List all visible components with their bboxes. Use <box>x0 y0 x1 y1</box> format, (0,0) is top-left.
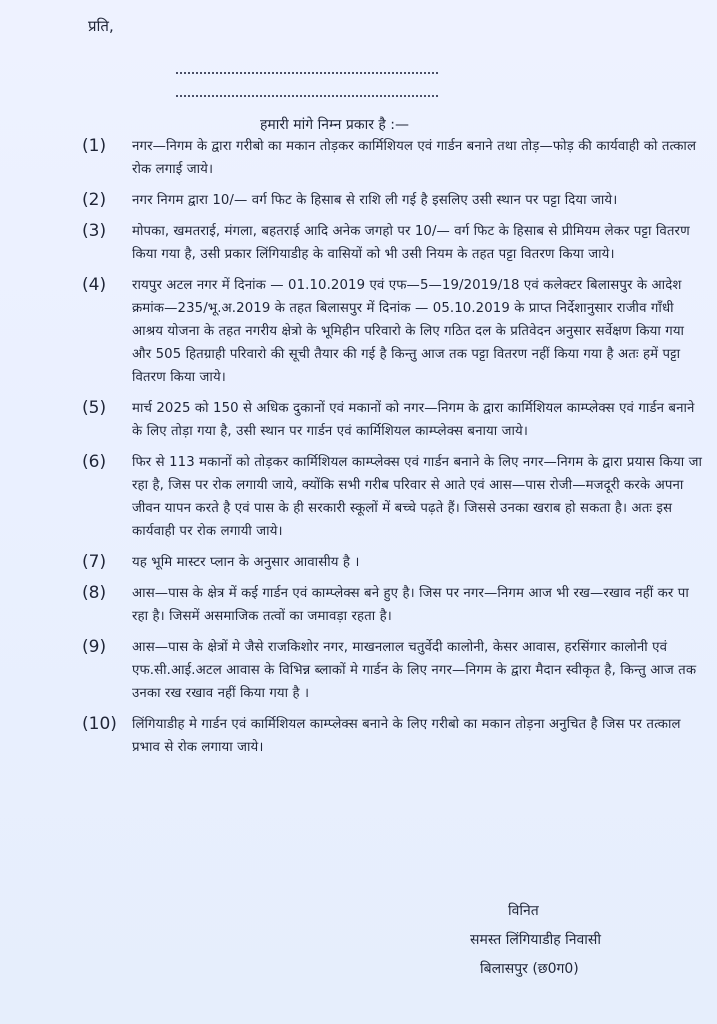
to-label: प्रति, <box>88 17 114 35</box>
demand-number: (6) <box>82 452 107 472</box>
demand-number: (5) <box>82 398 107 418</box>
demand-number: (7) <box>82 552 107 572</box>
demand-item-4 <box>82 274 702 389</box>
demand-text: यह भूमि मास्टर प्लान के अनुसार आवासीय है । <box>132 555 360 570</box>
demand-text: फिर से 113 मकानों को तोड़कर कार्मिशियल काम्प्लेक्स एवं गार्डन बनाने के लिए नगर—निगम के द्वारा प्रयास किया जा रहा है, जिस पर रोक लगायी जाये, क्योंकि सभी गरीब परिवार से आते एवं आस—पास रोजी—मजदूरी करके अपना जीवन यापन करते है एवं पास के ही सरकारी स्कूलों में बच्चे पढ़ते हैं। जिससे उनका खराब हो सकता है। अतः इस कार्यवाही पर रोक लगायी जाये। <box>132 455 702 539</box>
demand-text: आस—पास के क्षेत्रों मे जैसे राजकिशोर नगर, माखनलाल चतुर्वेदी कालोनी, केसर आवास, हरसिंगार कालोनी एवं एफ.सी.आई.अटल आवास के विभिन्न ब्लाकों मे गार्डन के लिए नगर—निगम के द्वारा मैदान स्वीकृत है, किन्तु आज तक उनका रख रखाव नहीं किया गया है । <box>132 640 697 701</box>
address-dotted-line-1 <box>176 72 438 74</box>
signature-closing: विनित <box>508 903 539 919</box>
signature-location: बिलासपुर (छ0ग0) <box>480 961 579 977</box>
demand-number: (10) <box>82 714 117 734</box>
signature-signatory: समस्त लिंगियाडीह निवासी <box>470 932 601 948</box>
demand-text: लिंगियाडीह मे गार्डन एवं कार्मिशियल काम्प्लेक्स बनाने के लिए गरीबो का मकान तोड़ना अनुचित है जिस पर तत्काल प्रभाव से रोक लगाया जाये। <box>132 717 681 755</box>
demand-text: नगर—निगम के द्वारा गरीबो का मकान तोड़कर कार्मिशियल एवं गार्डन बनाने तथा तोड़—फोड़ की कार्यवाही को तत्काल रोक लगाई जाये। <box>132 139 697 177</box>
demand-number: (1) <box>82 136 107 156</box>
demand-item-1 <box>82 135 702 181</box>
demand-number: (2) <box>82 190 107 210</box>
demand-text: मार्च 2025 को 150 से अधिक दुकानों एवं मकानों को नगर—निगम के द्वारा कार्मिशियल काम्प्लेक्स एवं गार्डन बनाने के लिए तोड़ा गया है, उसी स्थान पर गार्डन एवं कार्मिशियल काम्प्लेक्स बनाया जाये। <box>132 401 695 439</box>
demand-item-8 <box>82 582 702 628</box>
demand-item-5 <box>82 397 702 443</box>
signature-block <box>470 897 690 984</box>
demand-item-2 <box>82 189 702 212</box>
demands-list <box>82 135 702 767</box>
demands-heading: हमारी मांगे निम्न प्रकार है :— <box>260 117 410 133</box>
demand-number: (9) <box>82 637 107 657</box>
demand-number: (4) <box>82 275 107 295</box>
demand-item-3 <box>82 220 702 266</box>
demand-item-6 <box>82 451 702 543</box>
demand-number: (8) <box>82 583 107 603</box>
demand-item-10 <box>82 713 702 759</box>
demand-text: रायपुर अटल नगर में दिनांक — 01.10.2019 एवं एफ—5—19/2019/18 एवं कलेक्टर बिलासपुर के आदेश क्रमांक—235/भू.अ.2019 के तहत बिलासपुर में दिनांक — 05.10.2019 के प्राप्त निर्देशानुसार राजीव गाँधी आश्रय योजना के तहत नगरीय क्षेत्रो के भूमिहीन परिवारो के लिए गठित दल के प्रतिवेदन अनुसार सर्वेक्षण किया गया और 505 हितग्राही परिवारो की सूची तैयार की गई है किन्तु आज तक पट्टा वितरण नहीं किया गया है अतः हमें पट्टा वितरण किया जाये। <box>132 278 685 385</box>
demand-number: (3) <box>82 221 107 241</box>
demand-item-9 <box>82 636 702 705</box>
demand-text: नगर निगम द्वारा 10/— वर्ग फिट के हिसाब से राशि ली गई है इसलिए उसी स्थान पर पट्टा दिया जाये। <box>132 193 618 208</box>
address-dotted-line-2 <box>176 95 438 97</box>
demand-text: मोपका, खमतराई, मंगला, बहतराई आदि अनेक जगहो पर 10/— वर्ग फिट के हिसाब से प्रीमियम लेकर पट्टा वितरण किया गया है, उसी प्रकार लिंगियाडीह के वासियों को भी उसी नियम के तहत पट्टा वितरण किया जाये। <box>132 224 690 262</box>
demand-text: आस—पास के क्षेत्र में कई गार्डन एवं काम्प्लेक्स बने हुए है। जिस पर नगर—निगम आज भी रख—रखाव नहीं कर पा रहा है। जिसमें असमाजिक तत्वों का जमावड़ा रहता है। <box>132 586 689 624</box>
demand-item-7 <box>82 551 702 574</box>
